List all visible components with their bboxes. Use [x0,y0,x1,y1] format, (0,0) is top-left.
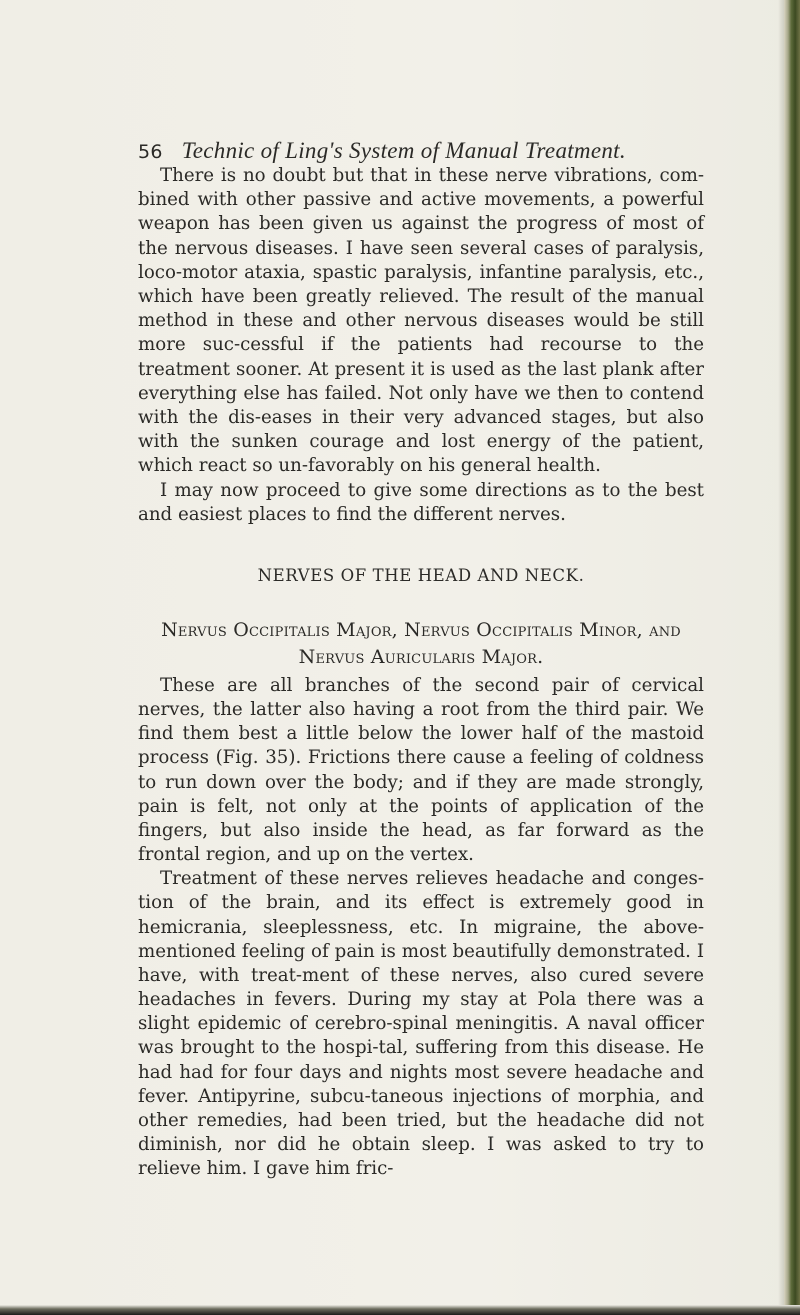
page-right-edge [784,0,800,1315]
body-text [138,674,704,1181]
section-heading: NERVES OF THE HEAD AND NECK. [257,566,585,585]
page-bottom-edge [0,1305,800,1315]
page-header [138,138,698,164]
nerve-subheading: Nervus Occipitalis Major, Nervus Occipitalis Minor, and Nervus Auricularis Major. [161,619,681,668]
paragraph: There is no doubt but that in these nerve vibrations, com-bined with other passive and active movements, a powerful weapon has been given us against the progress of most of the nervous diseases. I have seen several cases of paralysis, loco-motor ataxia, spastic paralysis, infantine paralysis, etc., which have been greatly relieved. The result of the manual method in these and other nervous diseases would be still more suc-cessful if the patients had recourse to the treatment sooner. At present it is used as the last plank after everything else has failed. Not only have we then to contend with the dis-eases in their very advanced stages, but also with the sunken courage and lost energy of the patient, which react so un-favorably on his general health. [138,165,704,477]
paragraph: Treatment of these nerves relieves headache and conges-tion of the brain, and its effect is extremely good in hemicrania, sleeplessness, etc. In migraine, the above-mentioned feeling of pain is most beautifully demonstrated. I have, with treat-ment of these nerves, also cured severe headaches in fevers. During my stay at Pola there was a slight epidemic of cerebro-spinal meningitis. A naval officer was brought to the hospi-tal, suffering from this disease. He had had for four days and nights most severe headache and fever. Antipyrine, subcu-taneous injections of morphia, and other remedies, had been tried, but the headache did not diminish, nor did he obtain sleep. I was asked to try to relieve him. I gave him fric- [138,868,704,1180]
running-title: Technic of Ling's System of Manual Treatment. [181,138,626,163]
page-number: 56 [138,141,163,163]
paragraph: These are all branches of the second pair of cervical nerves, the latter also having a root from the third pair. We find them best a little below the lower half of the mastoid process (Fig. 35). Frictions there cause a feeling of coldness to run down over the body; and if they are made strongly, pain is felt, not only at the points of application of the fingers, but also inside the head, as far forward as the frontal region, and up on the vertex. [138,675,704,866]
paragraph: I may now proceed to give some directions as to the best and easiest places to find the different nerves. [138,479,704,525]
intro-text [138,164,704,527]
